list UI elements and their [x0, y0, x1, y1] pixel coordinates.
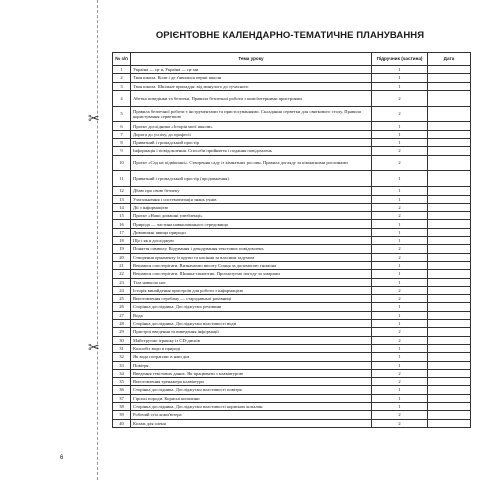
row-date — [428, 361, 471, 369]
table-row — [113, 139, 471, 147]
row-textbook-part: 1 — [372, 353, 428, 361]
table-row — [113, 195, 471, 203]
row-date — [428, 220, 471, 228]
table-row — [113, 261, 471, 269]
row-date — [428, 228, 471, 236]
row-date — [428, 411, 471, 419]
row-date — [428, 106, 471, 122]
table-row — [113, 90, 471, 106]
table-row — [113, 369, 471, 377]
row-topic: Історія винайдення пристроїв для роботи з інформацією — [131, 286, 372, 294]
table-row — [113, 122, 471, 130]
row-number: 13 — [113, 195, 131, 203]
row-textbook-part: 1 — [372, 82, 428, 90]
row-textbook-part: 2 — [372, 253, 428, 261]
row-textbook-part: 1 — [372, 220, 428, 228]
row-number: 23 — [113, 278, 131, 286]
page-number: 6 — [60, 455, 64, 461]
table-row — [113, 237, 471, 245]
row-topic: Вода — [131, 311, 372, 319]
row-topic: Приватний і громадський простір — [131, 139, 372, 147]
row-topic: Виготовлення серобану — стародавньої рахівниці — [131, 295, 372, 303]
row-textbook-part: 2 — [372, 90, 428, 106]
row-number: 20 — [113, 253, 131, 261]
row-topic: Повітря — [131, 361, 372, 369]
row-textbook-part: 1 — [372, 237, 428, 245]
row-topic: Проєкт «Сад на підвіконні». Створення саду із кімнатних рослин. Правила догляду за кімнатними рослинами — [131, 155, 372, 171]
row-number: 6 — [113, 122, 131, 130]
row-textbook-part: 2 — [372, 328, 428, 336]
row-number: 12 — [113, 187, 131, 195]
row-topic: Колаж для оленя — [131, 419, 372, 427]
row-topic: Дії з інформацією — [131, 203, 372, 211]
row-number: 26 — [113, 303, 131, 311]
row-number: 30 — [113, 336, 131, 344]
row-date — [428, 386, 471, 394]
row-textbook-part: 2 — [372, 147, 428, 155]
row-date — [428, 311, 471, 319]
row-number: 11 — [113, 171, 131, 187]
row-number: 37 — [113, 394, 131, 402]
row-topic: Дивовижні явища природи — [131, 228, 372, 236]
row-textbook-part: 1 — [372, 270, 428, 278]
row-date — [428, 378, 471, 386]
row-date — [428, 286, 471, 294]
row-date — [428, 187, 471, 195]
row-topic: Твоя школа. Коли і де з'явилися перші школи — [131, 74, 372, 82]
table-row — [113, 336, 471, 344]
row-number: 34 — [113, 369, 131, 377]
row-topic: Пристрої введення та виведення інформації — [131, 328, 372, 336]
row-date — [428, 245, 471, 253]
row-date — [428, 122, 471, 130]
row-date — [428, 394, 471, 402]
row-textbook-part: 2 — [372, 155, 428, 171]
row-topic: Проєкт дослідника «Історія моєї школи» — [131, 122, 372, 130]
row-textbook-part: 1 — [372, 311, 428, 319]
row-number: 22 — [113, 270, 131, 278]
header-textbook: Підручник (частина) — [372, 53, 428, 66]
row-topic: Сторінка дослідника. Досліджуємо властивості повітря — [131, 386, 372, 394]
row-number: 2 — [113, 74, 131, 82]
row-date — [428, 139, 471, 147]
row-number: 19 — [113, 245, 131, 253]
table-row — [113, 187, 471, 195]
row-textbook-part: 1 — [372, 228, 428, 236]
row-topic: Дорога до успіху, до професії — [131, 130, 372, 138]
row-topic: Приватний і громадський простір (продовження) — [131, 171, 372, 187]
row-date — [428, 195, 471, 203]
row-number: 29 — [113, 328, 131, 336]
table-row — [113, 278, 471, 286]
row-number: 17 — [113, 228, 131, 236]
row-topic: Виготовлення тренажера клавіатури — [131, 378, 372, 386]
cut-line — [97, 0, 98, 480]
row-textbook-part: 2 — [372, 295, 428, 303]
table-row — [113, 344, 471, 352]
table-row — [113, 82, 471, 90]
row-date — [428, 344, 471, 352]
row-number: 3 — [113, 82, 131, 90]
table-row — [113, 353, 471, 361]
table-row — [113, 228, 471, 236]
row-date — [428, 295, 471, 303]
table-row — [113, 245, 471, 253]
table-row — [113, 328, 471, 336]
table-row — [113, 155, 471, 171]
scissors-icon: ✂ — [88, 111, 100, 127]
row-number: 32 — [113, 353, 131, 361]
row-date — [428, 320, 471, 328]
row-textbook-part: 1 — [372, 195, 428, 203]
header-date: Дата — [428, 53, 471, 66]
row-number: 28 — [113, 320, 131, 328]
table-row — [113, 378, 471, 386]
row-number: 5 — [113, 106, 131, 122]
scissors-icon: ✂ — [88, 340, 100, 356]
planning-table — [112, 52, 471, 428]
row-topic: Створення орнаменту із крупи та насіння за власним задумом — [131, 253, 372, 261]
row-topic: Гірські породи. Корисні копалини — [131, 394, 372, 402]
row-date — [428, 369, 471, 377]
row-date — [428, 402, 471, 410]
row-number: 4 — [113, 90, 131, 106]
row-textbook-part: 1 — [372, 261, 428, 269]
row-textbook-part: 1 — [372, 278, 428, 286]
row-textbook-part: 2 — [372, 411, 428, 419]
table-row — [113, 394, 471, 402]
row-topic: Інформація і повідомлення. Способи прийняття і подання повідомлень — [131, 147, 372, 155]
row-textbook-part: 2 — [372, 336, 428, 344]
row-topic: Сторінка дослідника. Досліджуємо речовини — [131, 303, 372, 311]
row-number: 10 — [113, 155, 131, 171]
table-row — [113, 203, 471, 211]
table-row — [113, 386, 471, 394]
table-row — [113, 212, 471, 220]
row-number: 24 — [113, 286, 131, 294]
row-topic: Проєкт «Наші домашні улюбленці» — [131, 212, 372, 220]
row-topic: Сторінка дослідника. Досліджуємо властивості корисних копалин — [131, 402, 372, 410]
row-textbook-part: 1 — [372, 171, 428, 187]
row-textbook-part: 2 — [372, 369, 428, 377]
row-topic: Вешаюся спостерігати. Шишка-синоптик. Прогнозуємо погоду за хмарами — [131, 270, 372, 278]
row-textbook-part: 1 — [372, 66, 428, 74]
table-row — [113, 419, 471, 427]
row-date — [428, 203, 471, 211]
row-number: 1 — [113, 66, 131, 74]
row-topic: Майструємо іграшку із CD-дисків — [131, 336, 372, 344]
header-num: № з/п — [113, 53, 131, 66]
row-number: 31 — [113, 344, 131, 352]
row-textbook-part: 2 — [372, 212, 428, 220]
row-textbook-part: 1 — [372, 402, 428, 410]
row-number: 7 — [113, 130, 131, 138]
table-row — [113, 130, 471, 138]
row-textbook-part: 1 — [372, 320, 428, 328]
row-number: 39 — [113, 411, 131, 419]
row-topic: Поняття символу. Кодування і декодування текстових повідомлень — [131, 245, 372, 253]
table-row — [113, 295, 471, 303]
row-date — [428, 419, 471, 427]
row-date — [428, 90, 471, 106]
table-row — [113, 253, 471, 261]
table-row — [113, 303, 471, 311]
row-number: 35 — [113, 378, 131, 386]
row-textbook-part: 1 — [372, 187, 428, 195]
row-textbook-part: 2 — [372, 378, 428, 386]
row-date — [428, 270, 471, 278]
row-number: 8 — [113, 139, 131, 147]
row-date — [428, 353, 471, 361]
row-date — [428, 336, 471, 344]
row-topic: Робочий стіл комп'ютера — [131, 411, 372, 419]
row-topic: Дбаю про свою безпеку — [131, 187, 372, 195]
row-number: 38 — [113, 402, 131, 410]
row-textbook-part: 2 — [372, 419, 428, 427]
row-date — [428, 261, 471, 269]
table-body — [113, 66, 471, 428]
row-number: 36 — [113, 386, 131, 394]
row-number: 18 — [113, 237, 131, 245]
row-textbook-part: 1 — [372, 361, 428, 369]
table-row — [113, 220, 471, 228]
table-row — [113, 411, 471, 419]
table-row — [113, 171, 471, 187]
row-topic: Що і як я досліджую — [131, 237, 372, 245]
row-textbook-part: 2 — [372, 286, 428, 294]
table-row — [113, 361, 471, 369]
row-date — [428, 278, 471, 286]
table-header-row — [113, 53, 471, 66]
row-textbook-part: 1 — [372, 139, 428, 147]
row-number: 16 — [113, 220, 131, 228]
row-number: 25 — [113, 295, 131, 303]
row-textbook-part: 1 — [372, 394, 428, 402]
row-number: 27 — [113, 311, 131, 319]
row-topic: Узагальнення і систематизація знань учнів — [131, 195, 372, 203]
row-textbook-part: 1 — [372, 122, 428, 130]
row-date — [428, 171, 471, 187]
row-textbook-part: 1 — [372, 303, 428, 311]
header-topic: Тема уроку — [131, 53, 372, 66]
row-number: 33 — [113, 361, 131, 369]
row-topic: Твоя школа. Шкільне приладдя: від минулого до сучасного — [131, 82, 372, 90]
row-number: 14 — [113, 203, 131, 211]
row-date — [428, 212, 471, 220]
table-row — [113, 402, 471, 410]
row-topic: Правила безпечної роботи з інструментами та пристосуваннями. Складання серветки для святкового столу. Правила користування серветкою — [131, 106, 372, 122]
row-topic: Колообіг води в природі — [131, 344, 372, 352]
row-date — [428, 130, 471, 138]
row-topic: Природа — частина навколишнього середовища — [131, 220, 372, 228]
row-date — [428, 66, 471, 74]
row-topic: Сторінка дослідника. Досліджуємо властивості води — [131, 320, 372, 328]
row-date — [428, 74, 471, 82]
page-title: ОРІЄНТОВНЕ КАЛЕНДАРНО-ТЕМАТИЧНЕ ПЛАНУВАННЯ — [155, 30, 425, 41]
row-topic: Україна — це я, Україна — це ми — [131, 66, 372, 74]
row-number: 9 — [113, 147, 131, 155]
row-textbook-part: 1 — [372, 386, 428, 394]
row-topic: Як вода потрапляє в наш дім — [131, 353, 372, 361]
row-date — [428, 253, 471, 261]
row-textbook-part: 2 — [372, 203, 428, 211]
table-row — [113, 270, 471, 278]
table-row — [113, 74, 471, 82]
row-number: 15 — [113, 212, 131, 220]
row-topic: Вешаюся спостерігати. Визначаємо висоту Сонця за допомогою гномона — [131, 261, 372, 269]
row-date — [428, 237, 471, 245]
row-topic: Тіла навколо нас — [131, 278, 372, 286]
row-number: 40 — [113, 419, 131, 427]
row-number: 21 — [113, 261, 131, 269]
row-date — [428, 328, 471, 336]
table-row — [113, 106, 471, 122]
row-topic: Введення текстових даних. Як працювати з клавіатурою — [131, 369, 372, 377]
row-textbook-part: 1 — [372, 74, 428, 82]
table-row — [113, 311, 471, 319]
row-textbook-part: 2 — [372, 245, 428, 253]
row-date — [428, 303, 471, 311]
row-textbook-part: 1 — [372, 130, 428, 138]
row-textbook-part: 2 — [372, 106, 428, 122]
table-row — [113, 320, 471, 328]
row-topic: Абетка поведінки та безпеки. Правила безпечної роботи з комп'ютерними пристроями — [131, 90, 372, 106]
row-date — [428, 155, 471, 171]
row-textbook-part: 1 — [372, 344, 428, 352]
table-row — [113, 286, 471, 294]
row-date — [428, 147, 471, 155]
row-date — [428, 82, 471, 90]
table-row — [113, 147, 471, 155]
table-row — [113, 66, 471, 74]
